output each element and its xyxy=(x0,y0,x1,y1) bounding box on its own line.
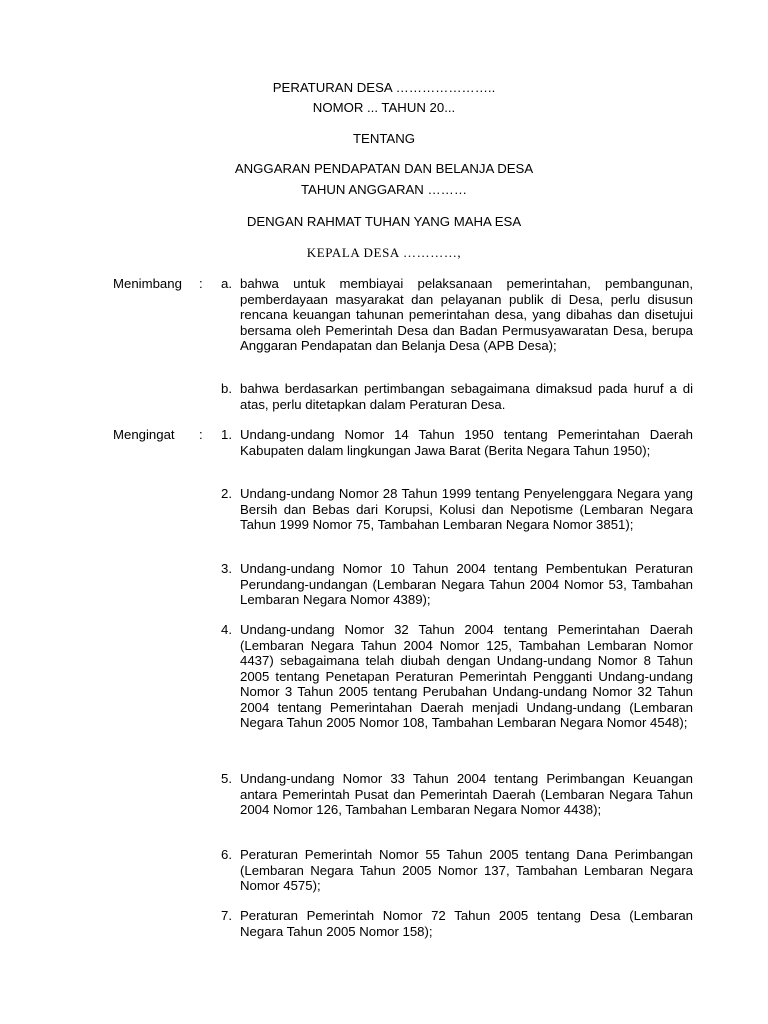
title-tahun-anggaran: TAHUN ANGGARAN ……… xyxy=(300,182,468,197)
title-anggaran: ANGGARAN PENDAPATAN DAN BELANJA DESA xyxy=(234,161,534,176)
title-peraturan-desa: PERATURAN DESA ………………….. xyxy=(272,80,496,95)
mengingat-marker-2: 2. xyxy=(221,486,232,501)
menimbang-text-b: bahwa berdasarkan pertimbangan sebagaimana dimaksud pada huruf a di atas, perlu ditetapkan dalam Peraturan Desa. xyxy=(240,381,693,412)
mengingat-marker-6: 6. xyxy=(221,847,232,862)
mengingat-text-2: Undang-undang Nomor 28 Tahun 1999 tentang Penyelenggara Negara yang Bersih dan Bebas dari Korupsi, Kolusi dan Nepotisme (Lembaran Negara Tahun 1999 Nomor 75, Tambahan Lembaran Negara Nomor 3851); xyxy=(240,486,693,532)
menimbang-marker-a: a. xyxy=(221,276,232,291)
mengingat-text-1: Undang-undang Nomor 14 Tahun 1950 tentang Pemerintahan Daerah Kabupaten dalam lingkungan Jawa Barat (Berita Negara Tahun 1950); xyxy=(240,427,693,458)
title-tentang: TENTANG xyxy=(352,131,416,146)
mengingat-text-5: Undang-undang Nomor 33 Tahun 2004 tentang Perimbangan Keuangan antara Pemerintah Pusat dan Pemerintah Daerah (Lembaran Negara Tahun 2004 Nomor 126, Tambahan Lembaran Negara Nomor 4438); xyxy=(240,771,693,817)
mengingat-marker-4: 4. xyxy=(221,622,232,637)
title-rahmat: DENGAN RAHMAT TUHAN YANG MAHA ESA xyxy=(246,214,522,229)
mengingat-text-7: Peraturan Pemerintah Nomor 72 Tahun 2005 tentang Desa (Lembaran Negara Tahun 2005 Nomor 158); xyxy=(240,908,693,939)
title-kepala-desa: KEPALA DESA …………, xyxy=(306,245,462,260)
menimbang-label: Menimbang xyxy=(113,276,182,291)
mengingat-marker-5: 5. xyxy=(221,771,232,786)
mengingat-marker-3: 3. xyxy=(221,561,232,576)
mengingat-label: Mengingat xyxy=(113,427,175,442)
menimbang-text-a: bahwa untuk membiayai pelaksanaan pemerintahan, pembangunan, pemberdayaan masyarakat dan pelayanan publik di Desa, perlu disusun rencana keuangan tahunan pemerintahan desa, yang dibahas dan disetujui bersama oleh Pemerintah Desa dan Badan Permusyawaratan Desa, berupa Anggaran Pendapatan dan Belanja Desa (APB Desa); xyxy=(240,276,693,353)
mengingat-text-4: Undang-undang Nomor 32 Tahun 2004 tentang Pemerintahan Daerah (Lembaran Negara Tahun 2004 Nomor 125, Tambahan Lembaran Nomor 4437) sebagaimana telah diubah dengan Undang-undang Nomor 8 Tahun 2005 tentang Penetapan Peraturan Pemerintah Pengganti Undang-undang Nomor 3 Tahun 2005 tentang Perubahan Undang-undang Nomor 32 Tahun 2004 tentang Pemerintahan Daerah menjadi Undang-undang (Lembaran Negara Tahun 2005 Nomor 108, Tambahan Lembaran Negara Nomor 4548); xyxy=(240,622,693,730)
mengingat-text-3: Undang-undang Nomor 10 Tahun 2004 tentang Pembentukan Peraturan Perundang-undangan (Lembaran Negara Tahun 2004 Nomor 53, Tambahan Lembaran Negara Nomor 4389); xyxy=(240,561,693,607)
mengingat-text-6: Peraturan Pemerintah Nomor 55 Tahun 2005 tentang Dana Perimbangan (Lembaran Negara Tahun 2005 Nomor 137, Tambahan Lembaran Negara Nomor 4575); xyxy=(240,847,693,893)
menimbang-marker-b: b. xyxy=(221,381,232,396)
mengingat-colon: : xyxy=(199,427,203,442)
title-nomor-tahun: NOMOR ... TAHUN 20... xyxy=(312,100,456,115)
menimbang-colon: : xyxy=(199,276,203,291)
mengingat-marker-1: 1. xyxy=(221,427,232,442)
mengingat-marker-7: 7. xyxy=(221,908,232,923)
